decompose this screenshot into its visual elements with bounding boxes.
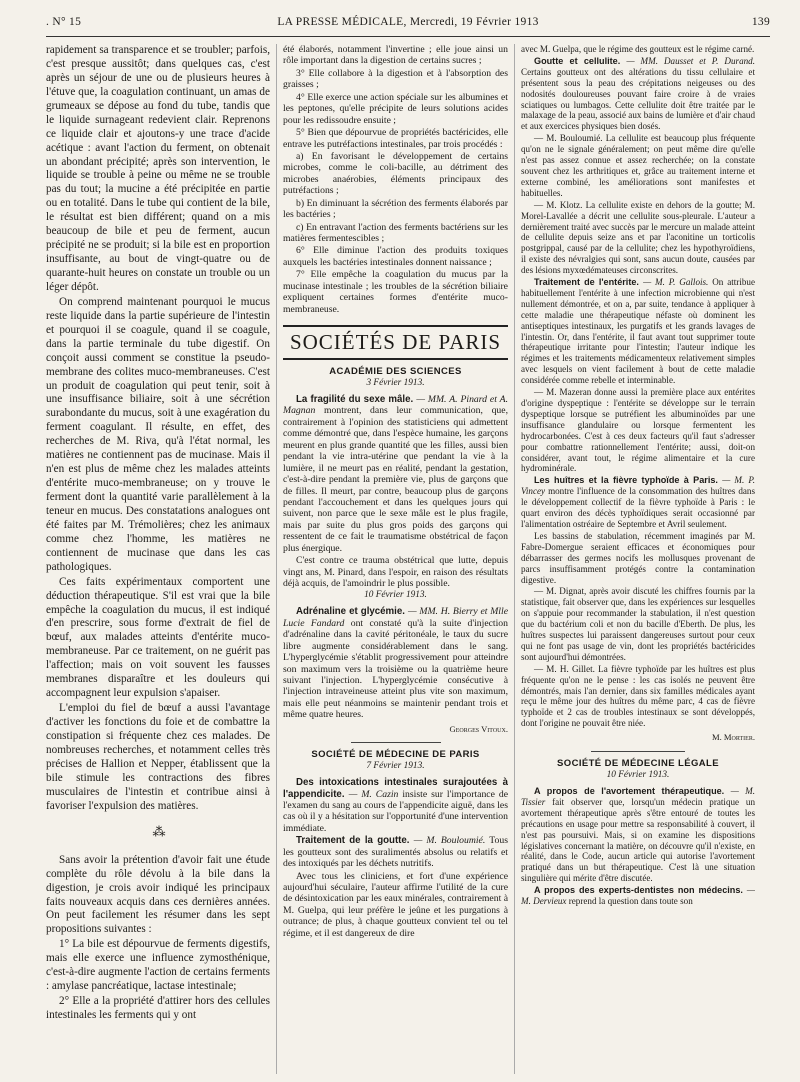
paragraph: 4° Elle exerce une action spéciale sur les albumines et les peptones, qu'elle précipite de leurs solutions acides pour les redissoudre ensuite ; — [283, 91, 508, 126]
paragraph: été élaborés, notamment l'invertine ; elle joue ainsi un rôle important dans la digestion de certains sucres ; — [283, 44, 508, 67]
header-rule — [46, 36, 770, 37]
paragraph: Avec tous les cliniciens, et fort d'une expérience aujourd'hui séculaire, l'auteur affirme l'utilité de la cure de désintoxication par les eaux minérales, contrairement à M. Guelpa, qui leur préfère le jeûne et les purgations à outrance; de plus, à chaque goutteux convient tel ou tel régime, et il est dangereux de dire — [283, 870, 508, 939]
article — [521, 56, 755, 132]
article-title: A propos des experts-dentistes non médecins. — [534, 885, 747, 896]
article-title: La fragilité du sexe mâle. — [296, 394, 417, 405]
paragraph: Ces faits expérimentaux comportent une déduction thérapeutique. S'il est vrai que la bile empêche la coagulation du mucus, il est indiqué d'en prescrire, sous forme d'extrait de fiel de bœuf, aux malades atteints d'entérite muco-membraneuse. Par ce traitement, on ne guérit pas l'affection; mais on voit souvent les fausses membranes disparaître et les douleurs qui accompagnent leur expulsion s'apaiser. — [46, 575, 270, 700]
article — [283, 394, 508, 554]
signature: M. Mortier. — [711, 732, 755, 743]
article-title: Goutte et cellulite. — [534, 55, 627, 66]
paragraph: Sans avoir la prétention d'avoir fait une étude complète du rôle dévolu à la bile dans la digestion, je crois avoir indiqué les principaux faits nouveaux acquis dans ces dernières années. On peut facilement les résumer dans les sept propositions suivantes : — [46, 853, 270, 936]
separator — [351, 742, 441, 743]
separator — [591, 751, 685, 752]
column-2 — [283, 44, 508, 1076]
column-1 — [46, 44, 270, 1076]
article-title: Les huîtres et la fièvre typhoïde à Paris. — [534, 475, 723, 486]
paragraph: c) En entravant l'action des ferments bactériens sur les matières fermentescibles ; — [283, 221, 508, 244]
article-text: reprend la question dans toute son — [568, 896, 693, 907]
article-authors: — M. Cazin — [348, 788, 403, 800]
paragraph: 3° Elle collabore à la digestion et à l'absorption des graisses ; — [283, 67, 508, 91]
paragraph: rapidement sa transparence et se troubler; parfois, c'est presque aussitôt; dans quelques cas, c'est après un séjour de une ou de plusieurs heures à l'étuve que, la coagulation continuant, un amas de grumeaux se dépose au fond du tube, tandis que le liquide surnageant redevient clair. Reprenons ce liquide clair et ajoutons-y une trace d'acide acétique : avant l'action du ferment, on obtenait un abondant précipité; après son intervention, le liquide se trouble à peine ou même ne se trouble pas du tout; la mucine a été précipitée en partie ou en totalité. Dans le tube qui contient de la bile, le résultat est bien différent; quand on a mis beaucoup de bile et peu de ferment, aucun précipité ne se produit; si la bile est en proportion insuffisante, au bout de vingt-quatre ou de quarante-huit heures on constate un trouble ou un léger dépôt. — [46, 44, 270, 293]
article-title: Traitement de la goutte. — [296, 835, 414, 847]
article-title: Traitement de l'entérite. — [534, 277, 644, 288]
article — [521, 475, 755, 530]
article — [521, 277, 755, 386]
article-title: Des intoxications intestinales surajoutées à l'appendicite. — [283, 777, 508, 800]
article — [283, 777, 508, 834]
session-date: 10 Février 1913. — [364, 590, 427, 601]
medicine-society-heading: SOCIÉTÉ DE MÉDECINE DE PARIS — [311, 748, 480, 760]
article-authors: — MM. A. Pinard et A. Magnan — [283, 394, 508, 417]
academy-heading: ACADÉMIE DES SCIENCES — [329, 365, 462, 377]
article-authors: — M. Dervieux — [521, 885, 755, 907]
section-asterism: ⁂ — [152, 823, 164, 839]
article-text: fait observer que, lorsqu'un médecin pratique un avortement thérapeutique après s'être entouré de toutes les précautions en usage pour mettre sa responsabilité à couvert, il n'est pas poursuivi. Mais, si on examine les dispositions législatives concernant la matière, on découvre qu'il n'existe, en réalité, dans le Code, aucun article qui autorise l'avortement pratiqué dans un but thérapeutique. C'est là une situation singulière qui mérite d'être discutée. — [521, 796, 755, 884]
societies-heading: SOCIÉTÉS DE PARIS — [283, 325, 508, 360]
paragraph: 2° Elle a la propriété d'attirer hors des cellules intestinales les ferments qui y ont — [46, 995, 270, 1022]
session-date: 7 Février 1913. — [366, 761, 425, 772]
article-title: A propos de l'avortement thérapeutique. — [534, 786, 731, 797]
article-text: Tous les goutteux sont des suralimentés absolus ou relatifs et des intoxiqués par les déchets nutritifs. — [283, 835, 508, 870]
article-authors: — MM. Dausset et P. Durand. — [626, 55, 755, 66]
paragraph: L'emploi du fiel de bœuf a aussi l'avantage d'activer les fonctions du foie et de combattre la constipation si fréquente chez ces malades. De nombreuses recherches, et notamment celles très précises de Hallion et Nepper, établissent que la bile stimule les contractions des fibres musculaires de l'intestin et contribue ainsi à favoriser l'expulsion des matières. — [46, 702, 270, 812]
paragraph: 5° Bien que dépourvue de propriétés bactéricides, elle entrave les putréfactions intestinales, par trois procédés : — [283, 127, 508, 150]
article — [521, 885, 755, 907]
session-date: 3 Février 1913. — [366, 378, 425, 389]
paragraph: — M. Mazeran donne aussi la première place aux entérites d'origine dyspeptique : l'entérite se développe sur le terrain dyspeptique lorsque se putréfient les albuminoïdes par une insuffisance glandulaire ou lorsque fermentent les hydrocarbonées. C'est à ces deux facteurs qu'il faut s'adresser pour combattre rationnellement l'entérite; aussi, doit-on considérer, avant tout, le régime alimentaire et la cure hydrominérale. — [521, 387, 755, 474]
article — [283, 835, 508, 869]
article-title: Adrénaline et glycémie. — [296, 606, 408, 618]
article-authors: — MM. H. Bierry et Mlle Lucie Fandard — [283, 606, 508, 629]
column-divider — [514, 44, 515, 1074]
article-authors: — M. P. Vincey — [521, 475, 755, 497]
column-3 — [521, 44, 755, 1076]
article-text: montre l'influence de la consommation des huîtres dans le développement collectif de la fièvre typhoïde à Paris : le quart environ des décès typhoïdiques serait occasionné par l'alimentation ostréaire de Septembre et Avril seulement. — [521, 486, 755, 529]
paragraph: 1° La bile est dépourvue de ferments digestifs, mais elle exerce une influence zymosthénique, c'est-à-dire augmente l'action de certains ferments : amylase pancréatique, lactase intestinale; — [46, 938, 270, 993]
column-divider — [276, 44, 277, 1074]
paragraph: 7° Elle empêche la coagulation du mucus par la mucinase intestinale ; les troubles de la sécrétion biliaire expliquent certaines formes d'entérite muco-membraneuse. — [283, 269, 508, 315]
paragraph: C'est contre ce trauma obstétrical que lutte, depuis vingt ans, M. Pinard, dans l'espoir, en raison des résultats déjà acquis, de l'amoindrir le plus possible. — [283, 555, 508, 589]
paragraph: On comprend maintenant pourquoi le mucus reste liquide dans la partie supérieure de l'intestin et pourquoi il se coagule, quand il se coagule, dans la partie terminale du tube digestif. On conçoit aussi comment se constitue la pseudo-membrane des colites muco-membraneuses. C'est un produit de coagulation qui peut tenir, soit à une insuffisance biliaire, soit à une sécrétion surabondante du mucus, soit à une exagération du ferment coagulant. Il résulte, en effet, des recherches de M. Riva, qu'à l'état normal, les matières ne contiennent pas de mucinase. Mais il n'en est plus de même chez les malades atteints d'entérite muco-membraneuse; on y trouve le ferment dont la quantité varie parallèlement à la teneur en mucus. Des constatations analogues ont été faites par M. Trémolières; chez les animaux comme chez l'homme, les matières ne contiennent de mucinase que dans les cas pathologiques. — [46, 295, 270, 573]
article — [521, 786, 755, 884]
legal-society-heading: SOCIÉTÉ DE MÉDECINE LÉGALE — [557, 757, 719, 769]
paragraph: avec M. Guelpa, que le régime des goutteux est le régime carné. — [521, 44, 755, 54]
article-text: insiste sur l'importance de l'examen du sang au cours de l'appendicite aiguë, dans les cas où il y a hésitation sur l'opportunité d'une intervention immédiate. — [283, 788, 508, 834]
session-date: 10 Février 1913. — [606, 769, 670, 780]
article-text: On attribue habituellement l'entérite à une infection microbienne qui n'est nullement démontrée, et on a, par suite, tendance à appliquer à cette maladie une thérapeutique néfaste où dominent les antiseptiques intestinaux, les purgatifs et les grands lavages de l'intestin. Or, dans l'entérite, il faut avant tout supprimer toute thérapeutique irritante pour l'intestin; l'auteur indique les régimes et les traitements médicamenteux relativement simples avec lesquels on vient facilement à bout de cette maladie considérée comme rebelle et interminable. — [521, 277, 755, 386]
article-authors: — M. P. Gallois. — [643, 277, 713, 288]
paragraph: a) En favorisant le développement de certains microbes, comme le coli-bacille, au détriment des microbes anaérobies, éléments principaux des putréfactions ; — [283, 150, 508, 197]
article-text: Certains goutteux ont des altérations du tissu cellulaire et présentent sous la peau des crépitations neigeuses ou des nodosités douloureuses pouvant faire croire à de vraies sciatiques ou lumbagos. Cette cellulite doit être traitée par le malaxage de la peau, associé aux bains de lumière et d'air chaud et aux exercices physiques bien dosés. — [521, 66, 755, 132]
paragraph: — M. Dignat, après avoir discuté les chiffres fournis par la statistique, fait observer que, dans les expériences sur lesquelles on s'appuie pour recommander la stabulation, il n'est question que du bactérium coli et non du bacille d'Eberth. De plus, les huîtres suspectes lui paraissent dangereuses surtout pour ceux qui ne font pas usage de vin, dont les propriétés bactéricides sont aujourd'hui démontrées. — [521, 586, 755, 662]
paragraph: Les bassins de stabulation, récemment imaginés par M. Fabre-Domergue seraient efficaces et économiques pour débarrasser des germes nocifs les mollusques provenant de parcs insuffisamment protégés contre la contamination digestive. — [521, 530, 755, 585]
journal-title: LA PRESSE MÉDICALE, Mercredi, 19 Février 1913 — [277, 16, 539, 28]
paragraph: — M. Bouloumié. La cellulite est beaucoup plus fréquente qu'on ne le signale généralement; on peut même dire qu'elle n'est pas assez connue et assez recherchée; on la constate souvent chez les arthritiques et, grâce au traitement interne et externe combiné, les améliorations sont manifestes et habituelles. — [521, 133, 755, 198]
article — [283, 606, 508, 720]
article-authors: — M. Tissier — [521, 786, 755, 807]
article-text: ont constaté qu'à la suite d'injection d'adrénaline dans la cavité péritonéale, le taux du sucre libre augmente considérablement dans le sang. L'hyperglycémie s'établit progressivement pour atteindre son maximum vers la troisième ou la quatrième heure suivant l'injection. L'hyperglycémie consécutive à l'injection intraveineuse atteint plus vite son maximum, mais elle peut néanmoins se maintenir pendant trois et même quatre heures. — [283, 617, 508, 721]
article-authors: — M. Bouloumié. — [413, 835, 490, 847]
paragraph: b) En diminuant la sécrétion des ferments élaborés par les bactéries ; — [283, 197, 508, 221]
signature: Georges Vitoux. — [449, 723, 508, 734]
article-text: montrent, dans leur communication, que, contrairement à l'opinion des statisticiens qui admettent comme démontré que, dans l'espèce humaine, les garçons meurent en plus grande quantité que les filles, aussi bien pendant la vie intra-utérine que pendant la vie à la lumière, il ne meurt pas en réalité, pendant la gestation, c'est-à-dire pendant la première vie, plus de garçons que de filles. Il meurt, par contre, beaucoup plus de garçons pendant l'accouchement et dans les quelques jours qui suivent, non parce que le sexe mâle est le plus fragile, mais par suite du plus gros poids des garçons qui ressentent de ce fait le traumatisme obstétrical de façon plus énergique. — [283, 405, 508, 554]
page-header — [46, 16, 770, 34]
paragraph: 6° Elle diminue l'action des produits toxiques auxquels les bactéries intestinales donnent naissance ; — [283, 245, 508, 268]
paragraph: — M. H. Gillet. La fièvre typhoïde par les huîtres est plus fréquente qu'on ne le pense : les cas isolés ne peuvent être démontrés, mais l'an dernier, dans six familles médicales ayant reçu le même jour des huîtres du même parc, 4 cas de fièvre typhoïde et 2 cas de troubles intestinaux se sont développés, dont l'origine ne pouvait être niée. — [521, 663, 755, 729]
issue-number: . N° 15 — [46, 16, 82, 28]
paragraph: — M. Klotz. La cellulite existe en dehors de la goutte; M. Morel-Lavallée a décrit une cellulite sous-pleurale. L'auteur a dernièrement traité avec succès par le mercure un malade atteint de cellulite depuis seize ans et par l'aconitine un torticolis postgrippal, causé par de la cellulite; chez les hypothyroïdiens, il existe des névralgies qui sont, sans aucun doute, causées par des lésions myxœdémateuses circonscrites. — [521, 199, 755, 276]
page-number: 139 — [751, 16, 770, 28]
